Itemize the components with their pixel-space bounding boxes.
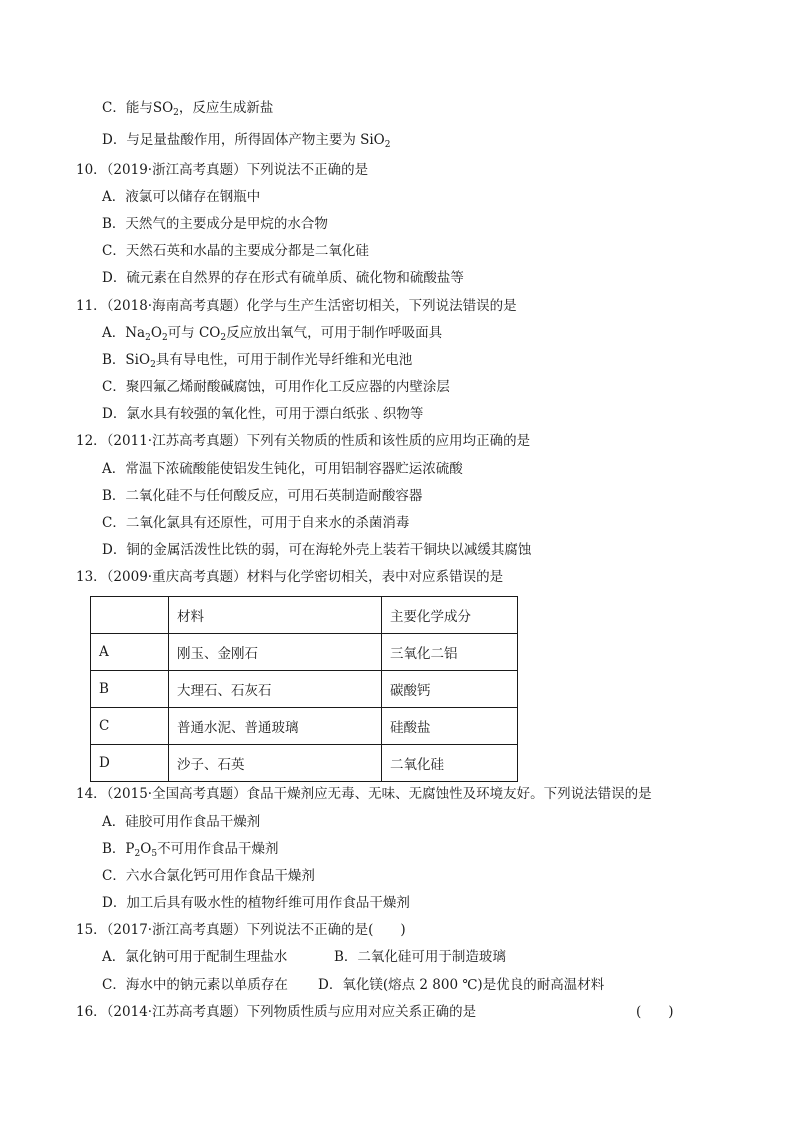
table-cell: 大理石、石灰石 <box>169 671 382 708</box>
table-cell: 硅酸盐 <box>382 708 518 745</box>
table-cell: 刚玉、金刚石 <box>169 634 382 671</box>
q10-stem: 10．（2019·浙江高考真题）下列说法不正确的是 <box>76 162 369 178</box>
q12-option-b: B．二氧化硅不与任何酸反应，可用石英制造耐酸容器 <box>102 488 423 504</box>
q16-answer-blank: ( ) <box>636 1004 674 1020</box>
table-cell: A <box>91 634 169 671</box>
table-cell: C <box>91 708 169 745</box>
q10-option-c: C．天然石英和水晶的主要成分都是二氧化硅 <box>102 243 369 259</box>
q11-stem: 11．（2018·海南高考真题）化学与生产生活密切相关，下列说法错误的是 <box>76 298 517 314</box>
table-cell: 沙子、石英 <box>169 745 382 782</box>
q11-option-b: B．SiO$_2$具有导电性，可用于制作光导纤维和光电池 <box>102 352 413 370</box>
q12-option-a: A．常温下浓硫酸能使铝发生钝化，可用铝制容器贮运浓硫酸 <box>102 461 463 477</box>
table-header-row <box>91 597 518 634</box>
q11-option-c: C．聚四氟乙烯耐酸碱腐蚀，可用作化工反应器的内壁涂层 <box>102 379 450 395</box>
table-row <box>91 634 518 671</box>
table-header-cell <box>91 597 169 634</box>
prev-option-d: D．与足量盐酸作用，所得固体产物主要为 SiO$_2$ <box>102 132 391 150</box>
table-header-cell: 主要化学成分 <box>382 597 518 634</box>
materials-table <box>90 596 518 782</box>
q15-option-a: A．氯化钠可用于配制生理盐水 <box>102 949 288 965</box>
q14-option-d: D．加工后具有吸水性的植物纤维可用作食品干燥剂 <box>102 895 410 911</box>
q10-option-b: B．天然气的主要成分是甲烷的水合物 <box>102 216 328 232</box>
q14-option-a: A．硅胶可用作食品干燥剂 <box>102 814 261 830</box>
q11-option-a: A．$Na_2O_2$可与 $CO_2$反应放出氧气，可用于制作呼吸面具 <box>102 325 443 343</box>
q14-option-b: B．$P_2O_5$不可用作食品干燥剂 <box>102 841 279 859</box>
table-row <box>91 745 518 782</box>
q12-option-d: D．铜的金属活泼性比铁的弱，可在海轮外壳上装若干铜块以减缓其腐蚀 <box>102 542 532 558</box>
prev-option-c: C．能与$SO_2$，反应生成新盐 <box>102 100 274 118</box>
q10-option-d: D．硫元素在自然界的存在形式有硫单质、硫化物和硫酸盐等 <box>102 270 464 286</box>
q13-stem: 13．（2009·重庆高考真题）材料与化学密切相关，表中对应系错误的是 <box>76 569 504 585</box>
q15-option-b: B．二氧化硅可用于制造玻璃 <box>334 949 506 965</box>
table-cell: 碳酸钙 <box>382 671 518 708</box>
table-cell: 二氧化硅 <box>382 745 518 782</box>
q10-option-a: A．液氯可以储存在钢瓶中 <box>102 189 261 205</box>
table-cell: D <box>91 745 169 782</box>
table-header-cell: 材料 <box>169 597 382 634</box>
q14-option-c: C．六水合氯化钙可用作食品干燥剂 <box>102 868 315 884</box>
table-cell: 普通水泥、普通玻璃 <box>169 708 382 745</box>
q16-stem: 16．（2014·江苏高考真题）下列物质性质与应用对应关系正确的是 <box>76 1004 477 1020</box>
q15-option-d: D．氧化镁(熔点 2 800 ℃)是优良的耐高温材料 <box>318 977 605 993</box>
q12-option-c: C．二氧化氯具有还原性，可用于自来水的杀菌消毒 <box>102 515 410 531</box>
table-cell: B <box>91 671 169 708</box>
q15-option-c: C．海水中的钠元素以单质存在 <box>102 977 288 993</box>
table-row <box>91 671 518 708</box>
q15-stem: 15．（2017·浙江高考真题）下列说法不正确的是( ) <box>76 922 406 938</box>
q11-option-d: D．氯水具有较强的氧化性，可用于漂白纸张﹑织物等 <box>102 406 424 422</box>
table-row <box>91 708 518 745</box>
q14-stem: 14．（2015·全国高考真题）食品干燥剂应无毒、无味、无腐蚀性及环境友好。下列说法错误的是 <box>76 786 652 802</box>
table-cell: 三氧化二铝 <box>382 634 518 671</box>
q12-stem: 12．（2011·江苏高考真题）下列有关物质的性质和该性质的应用均正确的是 <box>76 433 531 449</box>
